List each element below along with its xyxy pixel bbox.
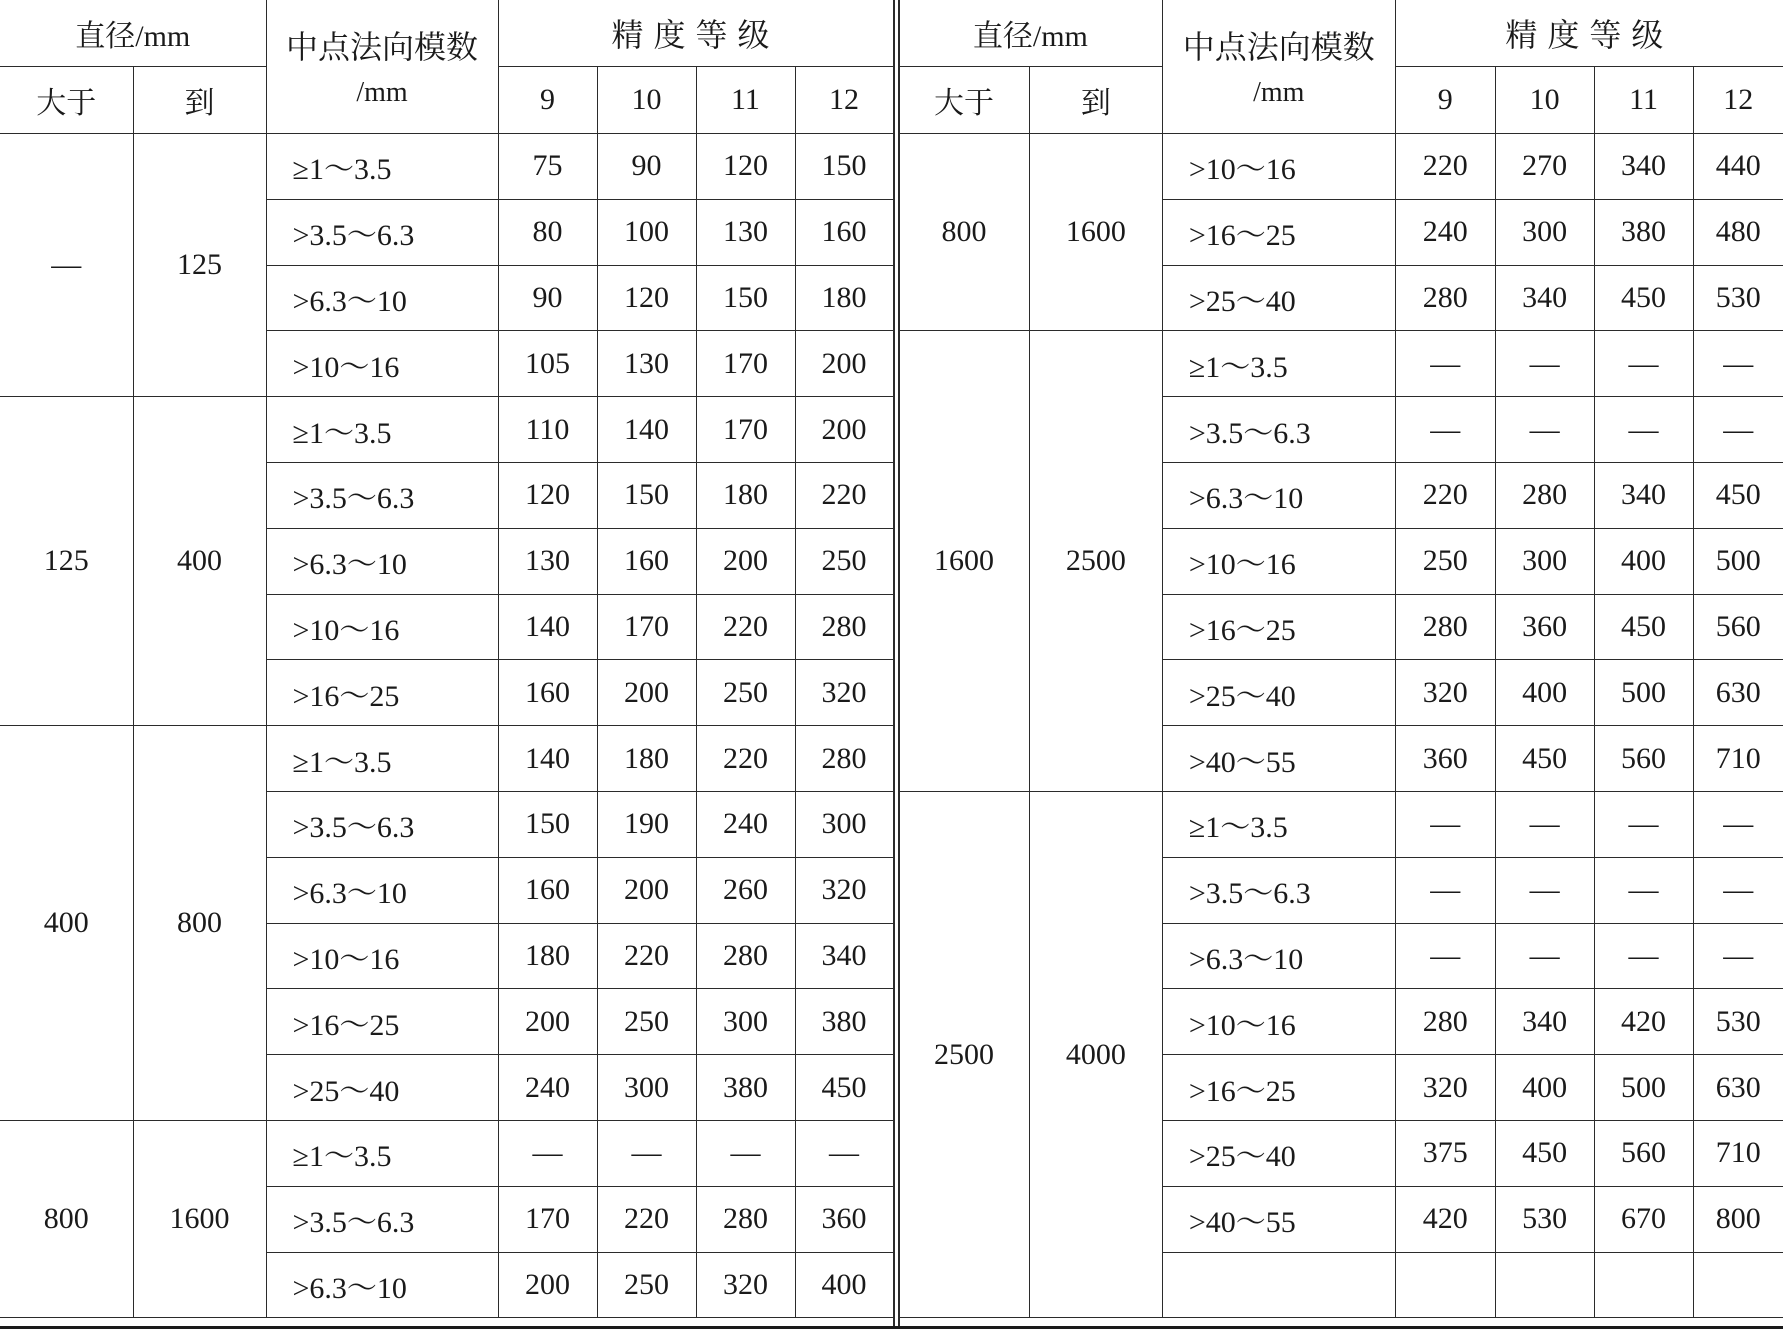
tolerance-value-cell [1495, 1252, 1594, 1318]
module-range-cell: >10～16 [266, 594, 498, 660]
tolerance-value-cell: — [1594, 923, 1693, 989]
tolerance-value-cell: 280 [1395, 989, 1495, 1055]
tolerance-value-cell: 340 [795, 923, 893, 989]
tolerance-value-cell: — [1693, 331, 1783, 397]
module-range-cell: >3.5～6.3 [266, 791, 498, 857]
tolerance-value-cell: 200 [498, 1252, 597, 1318]
tolerance-value-cell: 320 [696, 1252, 795, 1318]
module-header-title: 中点法向模数 [285, 29, 478, 65]
tolerance-value-cell: 100 [597, 199, 696, 265]
tolerance-value-cell: 170 [597, 594, 696, 660]
over-header: 大于 [0, 67, 133, 134]
tolerance-value-cell: 260 [696, 857, 795, 923]
tolerance-value-cell: — [597, 1120, 696, 1186]
tolerance-value-cell: 90 [498, 265, 597, 331]
tolerance-value-cell: 400 [1495, 660, 1594, 726]
diameter-to-cell: 2500 [1029, 331, 1162, 792]
tolerance-value-cell: 450 [1594, 265, 1693, 331]
tolerance-value-cell: — [1495, 923, 1594, 989]
tolerance-value-cell: 220 [1395, 134, 1495, 200]
tolerance-value-cell: 280 [696, 923, 795, 989]
tolerance-value-cell: 420 [1395, 1186, 1495, 1252]
to-header: 到 [133, 67, 266, 134]
tolerance-value-cell: — [498, 1120, 597, 1186]
module-range-cell: >10～16 [1162, 528, 1395, 594]
diameter-to-cell: 125 [133, 134, 266, 397]
tolerance-value-cell: 220 [696, 594, 795, 660]
tolerance-value-cell: 200 [498, 989, 597, 1055]
tolerance-value-cell: 320 [1395, 1055, 1495, 1121]
tolerance-value-cell: — [1395, 331, 1495, 397]
tolerance-value-cell: 120 [498, 462, 597, 528]
tolerance-value-cell: 170 [498, 1186, 597, 1252]
module-range-cell: >6.3～10 [266, 1252, 498, 1318]
tolerance-value-cell: — [1693, 397, 1783, 463]
grade-header-12: 12 [1693, 67, 1783, 134]
diameter-over-cell: 2500 [899, 791, 1030, 1317]
module-range-cell: >6.3～10 [266, 265, 498, 331]
tolerance-value-cell: 450 [1495, 1120, 1594, 1186]
tolerance-value-cell: 250 [597, 1252, 696, 1318]
tolerance-value-cell: 250 [1395, 528, 1495, 594]
tolerance-value-cell: 400 [1594, 528, 1693, 594]
tolerance-value-cell: 130 [696, 199, 795, 265]
tolerance-value-cell: — [1594, 857, 1693, 923]
tolerance-value-cell: 340 [1495, 265, 1594, 331]
tolerance-value-cell: 220 [1395, 462, 1495, 528]
tolerance-value-cell: 800 [1693, 1186, 1783, 1252]
diameter-over-cell: 1600 [899, 331, 1030, 792]
tolerance-value-cell: 630 [1693, 1055, 1783, 1121]
grade-header-12: 12 [795, 67, 893, 134]
module-range-cell: >3.5～6.3 [1162, 857, 1395, 923]
module-range-cell: >3.5～6.3 [266, 199, 498, 265]
tolerance-value-cell: 300 [1495, 199, 1594, 265]
tolerance-value-cell: — [1594, 331, 1693, 397]
tolerance-value-cell: 300 [597, 1055, 696, 1121]
tolerance-value-cell: 200 [597, 857, 696, 923]
tolerance-value-cell: 500 [1594, 660, 1693, 726]
tolerance-value-cell: 150 [795, 134, 893, 200]
tolerance-value-cell: 250 [597, 989, 696, 1055]
tolerance-value-cell [1395, 1252, 1495, 1318]
module-range-cell [1162, 1252, 1395, 1318]
tolerance-value-cell: 160 [498, 660, 597, 726]
module-range-cell: >3.5～6.3 [1162, 397, 1395, 463]
diameter-over-cell: — [0, 134, 133, 397]
tolerance-value-cell: — [1495, 397, 1594, 463]
tolerance-value-cell: 240 [696, 791, 795, 857]
module-range-cell: >40～55 [1162, 726, 1395, 792]
module-range-cell: >25～40 [1162, 1120, 1395, 1186]
tolerance-value-cell: 280 [696, 1186, 795, 1252]
tolerance-value-cell: 180 [597, 726, 696, 792]
tolerance-value-cell: 120 [696, 134, 795, 200]
right-table [898, 0, 1783, 1318]
tolerance-value-cell: 250 [696, 660, 795, 726]
tolerance-value-cell: 300 [1495, 528, 1594, 594]
table-row [899, 134, 1783, 200]
grade-header-11: 11 [1594, 67, 1693, 134]
tolerance-value-cell: 200 [597, 660, 696, 726]
module-range-cell: ≥1～3.5 [1162, 791, 1395, 857]
tolerance-value-cell: 200 [795, 331, 893, 397]
tolerance-value-cell: 630 [1693, 660, 1783, 726]
module-range-cell: ≥1～3.5 [266, 397, 498, 463]
tolerance-value-cell: 80 [498, 199, 597, 265]
tolerance-value-cell: 110 [498, 397, 597, 463]
module-range-cell: ≥1～3.5 [266, 134, 498, 200]
module-range-cell: >25～40 [1162, 265, 1395, 331]
tolerance-value-cell: 530 [1693, 265, 1783, 331]
module-range-cell: >6.3～10 [1162, 923, 1395, 989]
tolerance-value-cell: 140 [498, 594, 597, 660]
module-range-cell: >6.3～10 [266, 857, 498, 923]
tolerance-value-cell: — [1495, 791, 1594, 857]
grade-header-11: 11 [696, 67, 795, 134]
tolerance-value-cell: 190 [597, 791, 696, 857]
module-header [266, 0, 498, 134]
tolerance-value-cell: — [1693, 791, 1783, 857]
tolerance-value-cell: 250 [795, 528, 893, 594]
tolerance-value-cell: 140 [597, 397, 696, 463]
tolerance-value-cell: 105 [498, 331, 597, 397]
diameter-over-cell: 800 [899, 134, 1030, 331]
tolerance-value-cell: 200 [795, 397, 893, 463]
module-range-cell: >40～55 [1162, 1186, 1395, 1252]
tolerance-value-cell: — [795, 1120, 893, 1186]
grade-header-10: 10 [1495, 67, 1594, 134]
module-header-title: 中点法向模数 [1182, 29, 1375, 65]
tolerance-value-cell: — [696, 1120, 795, 1186]
tolerance-value-cell: 450 [1594, 594, 1693, 660]
diameter-over-cell: 125 [0, 397, 133, 726]
tolerance-value-cell: 120 [597, 265, 696, 331]
module-range-cell: >25～40 [266, 1055, 498, 1121]
table-row [0, 134, 893, 200]
double-rule-left [893, 0, 895, 1327]
table-row [0, 397, 893, 463]
tolerance-value-cell: 380 [795, 989, 893, 1055]
table-row [899, 791, 1783, 857]
left-table [0, 0, 894, 1318]
diameter-over-cell: 800 [0, 1120, 133, 1317]
module-range-cell: >16～25 [1162, 1055, 1395, 1121]
grade-header-9: 9 [498, 67, 597, 134]
module-range-cell: ≥1～3.5 [266, 1120, 498, 1186]
table-row [899, 331, 1783, 397]
module-range-cell: >16～25 [266, 989, 498, 1055]
tolerance-value-cell: — [1693, 923, 1783, 989]
tolerance-value-cell: 90 [597, 134, 696, 200]
tolerance-value-cell: 240 [498, 1055, 597, 1121]
tolerance-value-cell: — [1395, 857, 1495, 923]
module-range-cell: >16～25 [1162, 594, 1395, 660]
tolerance-value-cell: 560 [1594, 1120, 1693, 1186]
tolerance-value-cell: 280 [795, 726, 893, 792]
accuracy-grade-header: 精度等级 [498, 0, 893, 67]
tolerance-value-cell: 150 [597, 462, 696, 528]
tolerance-value-cell: — [1693, 857, 1783, 923]
module-header [1162, 0, 1395, 134]
tolerance-value-cell: — [1395, 397, 1495, 463]
tolerance-value-cell: 180 [795, 265, 893, 331]
tolerance-value-cell: 450 [795, 1055, 893, 1121]
tolerance-value-cell: — [1495, 331, 1594, 397]
module-range-cell: >16～25 [266, 660, 498, 726]
module-header-unit: /mm [356, 77, 408, 108]
module-range-cell: >3.5～6.3 [266, 1186, 498, 1252]
module-range-cell: ≥1～3.5 [1162, 331, 1395, 397]
header-row [0, 0, 893, 67]
tolerance-value-cell: 340 [1594, 134, 1693, 200]
tolerance-value-cell: 280 [1495, 462, 1594, 528]
tolerance-value-cell: 380 [696, 1055, 795, 1121]
tolerance-value-cell: 170 [696, 331, 795, 397]
tolerance-value-cell: 560 [1594, 726, 1693, 792]
tolerance-value-cell: — [1594, 791, 1693, 857]
tolerance-value-cell: 420 [1594, 989, 1693, 1055]
tolerance-value-cell: 150 [696, 265, 795, 331]
tolerance-value-cell: 280 [1395, 265, 1495, 331]
tolerance-value-cell: 200 [696, 528, 795, 594]
tolerance-value-cell: 220 [795, 462, 893, 528]
tolerance-value-cell: 360 [1395, 726, 1495, 792]
grade-header-10: 10 [597, 67, 696, 134]
table-row [0, 726, 893, 792]
tolerance-value-cell: 400 [795, 1252, 893, 1318]
tolerance-value-cell: 170 [696, 397, 795, 463]
tolerance-value-cell: 710 [1693, 726, 1783, 792]
tolerance-value-cell: 450 [1693, 462, 1783, 528]
tolerance-value-cell: 530 [1495, 1186, 1594, 1252]
tolerance-value-cell: 220 [597, 923, 696, 989]
header-row [899, 0, 1783, 67]
module-range-cell: >16～25 [1162, 199, 1395, 265]
tolerance-value-cell: 400 [1495, 1055, 1594, 1121]
tolerance-value-cell: 450 [1495, 726, 1594, 792]
tolerance-value-cell [1693, 1252, 1783, 1318]
tolerance-value-cell: 530 [1693, 989, 1783, 1055]
tolerance-value-cell: 280 [1395, 594, 1495, 660]
tolerance-value-cell: 340 [1495, 989, 1594, 1055]
tolerance-value-cell: 320 [795, 857, 893, 923]
tolerance-value-cell: 130 [597, 331, 696, 397]
module-header-unit: /mm [1253, 77, 1305, 108]
module-range-cell: >25～40 [1162, 660, 1395, 726]
table-row [0, 1120, 893, 1186]
tolerance-value-cell: 380 [1594, 199, 1693, 265]
tolerance-value-cell: 320 [1395, 660, 1495, 726]
tolerance-value-cell: 130 [498, 528, 597, 594]
tolerance-value-cell: 180 [498, 923, 597, 989]
tolerance-value-cell: 140 [498, 726, 597, 792]
module-range-cell: ≥1～3.5 [266, 726, 498, 792]
tolerance-value-cell: 360 [795, 1186, 893, 1252]
module-range-cell: >10～16 [266, 923, 498, 989]
tolerance-value-cell: 75 [498, 134, 597, 200]
tolerance-value-cell: 500 [1594, 1055, 1693, 1121]
module-range-cell: >3.5～6.3 [266, 462, 498, 528]
tolerance-value-cell: 270 [1495, 134, 1594, 200]
tolerance-value-cell: 160 [597, 528, 696, 594]
tolerance-value-cell: — [1495, 857, 1594, 923]
tolerance-value-cell: 180 [696, 462, 795, 528]
diameter-to-cell: 1600 [133, 1120, 266, 1317]
tolerance-value-cell: 160 [498, 857, 597, 923]
tolerance-value-cell: 240 [1395, 199, 1495, 265]
module-range-cell: >6.3～10 [266, 528, 498, 594]
tolerance-value-cell: 320 [795, 660, 893, 726]
over-header: 大于 [899, 67, 1030, 134]
tolerance-value-cell: 340 [1594, 462, 1693, 528]
diameter-to-cell: 800 [133, 726, 266, 1121]
tolerance-value-cell: 670 [1594, 1186, 1693, 1252]
tolerance-value-cell: 160 [795, 199, 893, 265]
module-range-cell: >10～16 [1162, 989, 1395, 1055]
module-range-cell: >10～16 [1162, 134, 1395, 200]
tolerance-value-cell: 300 [795, 791, 893, 857]
diameter-header: 直径/mm [0, 0, 266, 67]
tolerance-value-cell: 480 [1693, 199, 1783, 265]
tolerance-value-cell: — [1594, 397, 1693, 463]
tolerance-value-cell: 440 [1693, 134, 1783, 200]
tolerance-value-cell: — [1395, 791, 1495, 857]
tolerance-value-cell: 500 [1693, 528, 1783, 594]
tolerance-value-cell: 300 [696, 989, 795, 1055]
tolerance-value-cell: 280 [795, 594, 893, 660]
accuracy-grade-header: 精度等级 [1395, 0, 1783, 67]
tolerance-value-cell: 150 [498, 791, 597, 857]
diameter-to-cell: 4000 [1029, 791, 1162, 1317]
tolerance-value-cell: 710 [1693, 1120, 1783, 1186]
tolerance-value-cell: 375 [1395, 1120, 1495, 1186]
tolerance-value-cell: 560 [1693, 594, 1783, 660]
diameter-header: 直径/mm [899, 0, 1163, 67]
tolerance-value-cell: — [1395, 923, 1495, 989]
diameter-to-cell: 1600 [1029, 134, 1162, 331]
diameter-over-cell: 400 [0, 726, 133, 1121]
module-range-cell: >6.3～10 [1162, 462, 1395, 528]
module-range-cell: >10～16 [266, 331, 498, 397]
to-header: 到 [1029, 67, 1162, 134]
tolerance-value-cell [1594, 1252, 1693, 1318]
tolerance-value-cell: 220 [696, 726, 795, 792]
tolerance-value-cell: 360 [1495, 594, 1594, 660]
grade-header-9: 9 [1395, 67, 1495, 134]
tolerance-value-cell: 220 [597, 1186, 696, 1252]
diameter-to-cell: 400 [133, 397, 266, 726]
